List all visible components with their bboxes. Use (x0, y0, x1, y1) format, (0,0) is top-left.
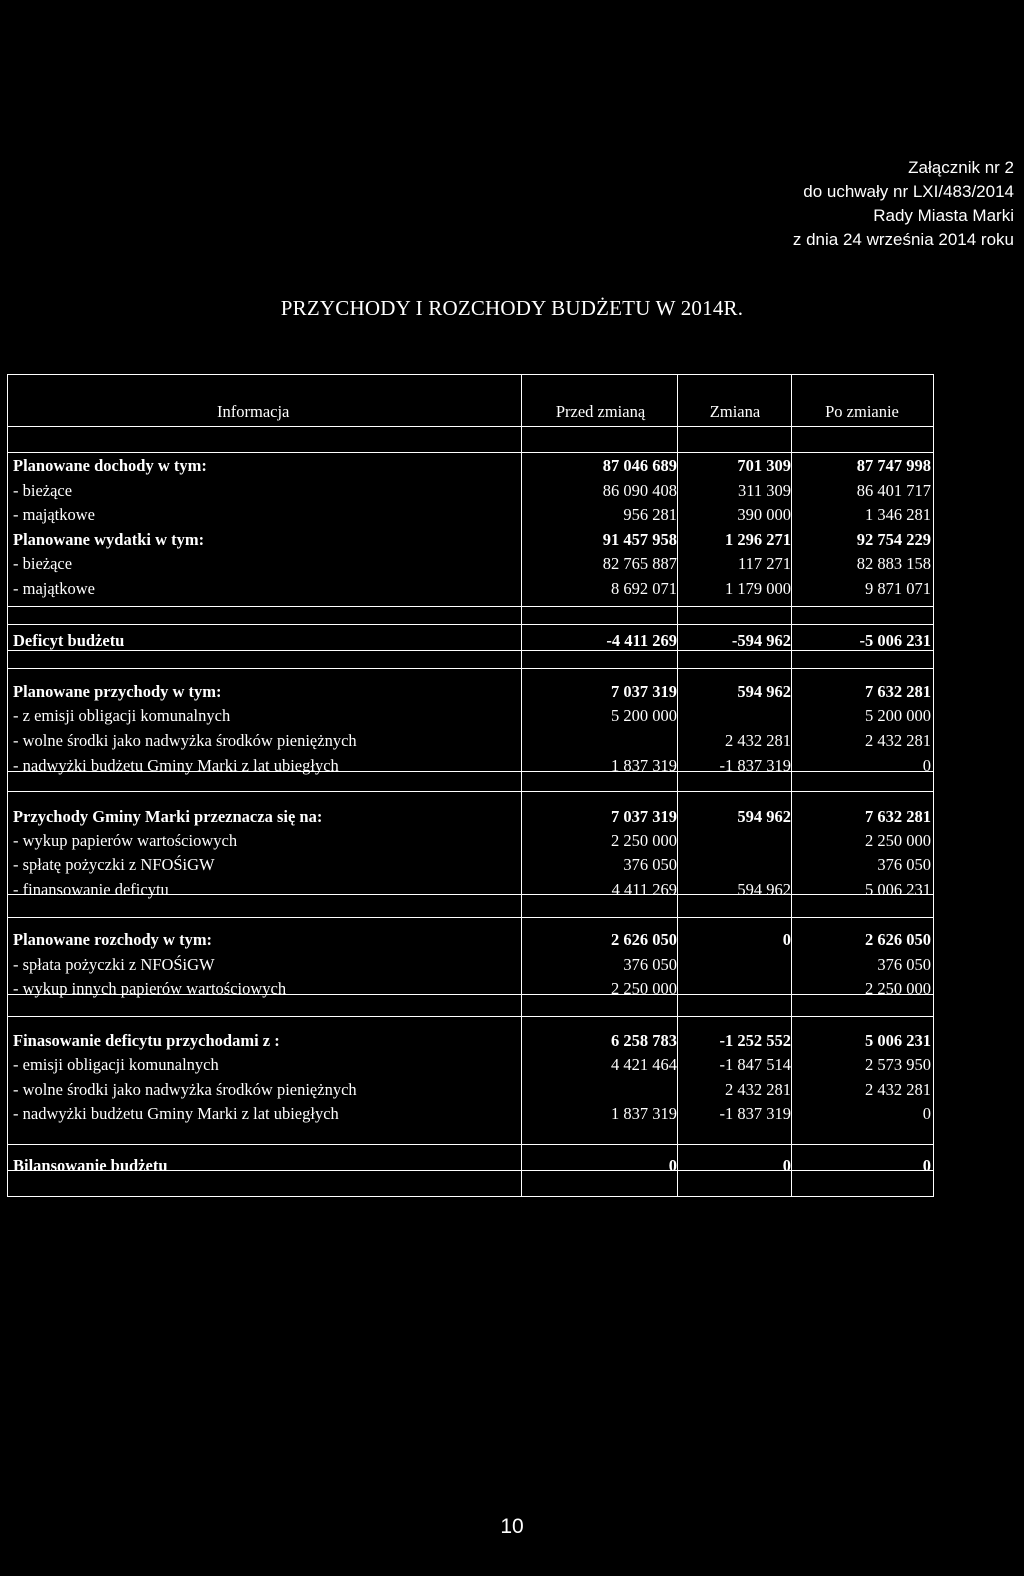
table-row (7, 680, 934, 704)
table-row (7, 729, 934, 753)
row-label: Planowane przychody w tym: (13, 682, 222, 701)
value-before-change: 2 626 050 (611, 930, 677, 949)
value-after-change: 376 050 (877, 955, 931, 974)
value-change: 0 (782, 1156, 791, 1175)
table-row (7, 853, 934, 877)
table-header-row (7, 400, 934, 424)
value-change: 390 000 (737, 505, 791, 524)
row-label: - bieżące (13, 481, 73, 500)
header-information: Informacja (217, 402, 290, 421)
row-label: - z emisji obligacji komunalnych (13, 706, 231, 725)
value-before-change: 2 250 000 (611, 979, 677, 998)
value-before-change: 1 837 319 (611, 756, 677, 775)
value-before-change: 956 281 (623, 505, 677, 524)
value-after-change: 0 (922, 1156, 931, 1175)
value-change: -1 837 319 (719, 756, 791, 775)
row-label: Bilansowanie budżetu (13, 1156, 168, 1175)
row-label: - nadwyżki budżetu Gminy Marki z lat ubiegłych (13, 1104, 339, 1123)
row-label: - wykup innych papierów wartościowych (13, 979, 287, 998)
value-before-change: 8 692 071 (611, 579, 677, 598)
row-label: - wykup papierów wartościowych (13, 831, 238, 850)
table-row (7, 552, 934, 576)
value-before-change: 1 837 319 (611, 1104, 677, 1123)
row-label: - spłata pożyczki z NFOŚiGW (13, 955, 215, 974)
attachment-header (793, 156, 1014, 252)
table-row (7, 754, 934, 778)
value-after-change: 2 432 281 (865, 1080, 931, 1099)
value-before-change: 4 421 464 (611, 1055, 677, 1074)
row-label: - nadwyżki budżetu Gminy Marki z lat ubiegłych (13, 756, 339, 775)
value-after-change: 0 (922, 1104, 931, 1123)
value-before-change: 7 037 319 (611, 682, 677, 701)
table-row (7, 928, 934, 952)
value-change: -594 962 (731, 631, 791, 650)
value-after-change: 2 250 000 (865, 831, 931, 850)
table-row (7, 1078, 934, 1102)
value-before-change: 2 250 000 (611, 831, 677, 850)
value-after-change: 86 401 717 (856, 481, 931, 500)
value-change: 594 962 (737, 807, 791, 826)
value-change: 594 962 (737, 880, 791, 899)
row-label: Finasowanie deficytu przychodami z : (13, 1031, 280, 1050)
value-change: 2 432 281 (725, 731, 791, 750)
row-label: - finansowanie deficytu (13, 880, 169, 899)
value-after-change: 376 050 (877, 855, 931, 874)
value-before-change: -4 411 269 (606, 631, 677, 650)
row-label: - bieżące (13, 554, 73, 573)
table-row (7, 953, 934, 977)
value-after-change: 87 747 998 (856, 456, 931, 475)
value-change: 311 309 (737, 481, 791, 500)
value-after-change: 0 (922, 756, 931, 775)
value-change: 1 296 271 (725, 530, 791, 549)
value-after-change: 5 006 231 (865, 880, 931, 899)
value-before-change: 7 037 319 (611, 807, 677, 826)
table-row (7, 479, 934, 503)
row-label: Deficyt budżetu (13, 631, 125, 650)
value-before-change: 6 258 783 (611, 1031, 677, 1050)
header-after-change: Po zmianie (825, 402, 899, 421)
value-after-change: 2 250 000 (865, 979, 931, 998)
header-before-change: Przed zmianą (555, 402, 646, 421)
page-number: 10 (500, 1515, 524, 1538)
document-title: PRZYCHODY I ROZCHODY BUDŻETU W 2014R. (280, 296, 744, 320)
value-change: 1 179 000 (725, 579, 791, 598)
value-change: -1 252 552 (719, 1031, 791, 1050)
value-before-change: 86 090 408 (602, 481, 677, 500)
table-row (7, 878, 934, 902)
table-row (7, 805, 934, 829)
table-row (7, 1029, 934, 1053)
table-row (7, 977, 934, 1001)
value-after-change: 2 626 050 (865, 930, 931, 949)
value-after-change: 82 883 158 (856, 554, 931, 573)
value-after-change: 2 432 281 (865, 731, 931, 750)
table-row (7, 1102, 934, 1126)
row-label: - majątkowe (13, 579, 96, 598)
value-change: -1 847 514 (719, 1055, 791, 1074)
table-row (7, 1053, 934, 1077)
row-label: Planowane wydatki w tym: (13, 530, 205, 549)
value-change: -1 837 319 (719, 1104, 791, 1123)
value-before-change: 87 046 689 (602, 456, 677, 475)
value-after-change: 5 006 231 (865, 1031, 931, 1050)
value-after-change: -5 006 231 (859, 631, 931, 650)
table-row (7, 1154, 934, 1178)
value-after-change: 7 632 281 (865, 682, 931, 701)
value-after-change: 92 754 229 (856, 530, 931, 549)
row-label: Planowane rozchody w tym: (13, 930, 213, 949)
table-row (7, 829, 934, 853)
row-label: Przychody Gminy Marki przeznacza się na: (13, 807, 323, 826)
value-before-change: 91 457 958 (602, 530, 677, 549)
value-after-change: 5 200 000 (865, 706, 931, 725)
value-before-change: 0 (668, 1156, 677, 1175)
value-before-change: 5 200 000 (611, 706, 677, 725)
value-after-change: 7 632 281 (865, 807, 931, 826)
value-change: 117 271 (737, 554, 791, 573)
row-label: Planowane dochody w tym: (13, 456, 207, 475)
value-after-change: 2 573 950 (865, 1055, 931, 1074)
value-before-change: 376 050 (623, 855, 677, 874)
council-name: Rady Miasta Marki (873, 206, 1014, 225)
table-row (7, 503, 934, 527)
value-after-change: 9 871 071 (865, 579, 931, 598)
table-row (7, 704, 934, 728)
value-change: 701 309 (737, 456, 791, 475)
resolution-number: do uchwały nr LXI/483/2014 (803, 182, 1014, 201)
value-change: 0 (782, 930, 791, 949)
value-change: 594 962 (737, 682, 791, 701)
row-label: - emisji obligacji komunalnych (13, 1055, 219, 1074)
row-label: - wolne środki jako nadwyżka środków pieniężnych (13, 731, 357, 750)
row-label: - spłatę pożyczki z NFOŚiGW (13, 855, 215, 874)
value-before-change: 82 765 887 (602, 554, 677, 573)
value-change: 2 432 281 (725, 1080, 791, 1099)
header-change: Zmiana (709, 402, 761, 421)
value-after-change: 1 346 281 (865, 505, 931, 524)
row-label: - wolne środki jako nadwyżka środków pieniężnych (13, 1080, 357, 1099)
table-row (7, 629, 934, 653)
row-label: - majątkowe (13, 505, 96, 524)
value-before-change: 4 411 269 (611, 880, 677, 899)
resolution-date: z dnia 24 września 2014 roku (792, 230, 1014, 249)
value-before-change: 376 050 (623, 955, 677, 974)
table-row (7, 577, 934, 601)
table-row (7, 454, 934, 478)
attachment-number: Załącznik nr 2 (908, 158, 1014, 177)
table-row (7, 528, 934, 552)
